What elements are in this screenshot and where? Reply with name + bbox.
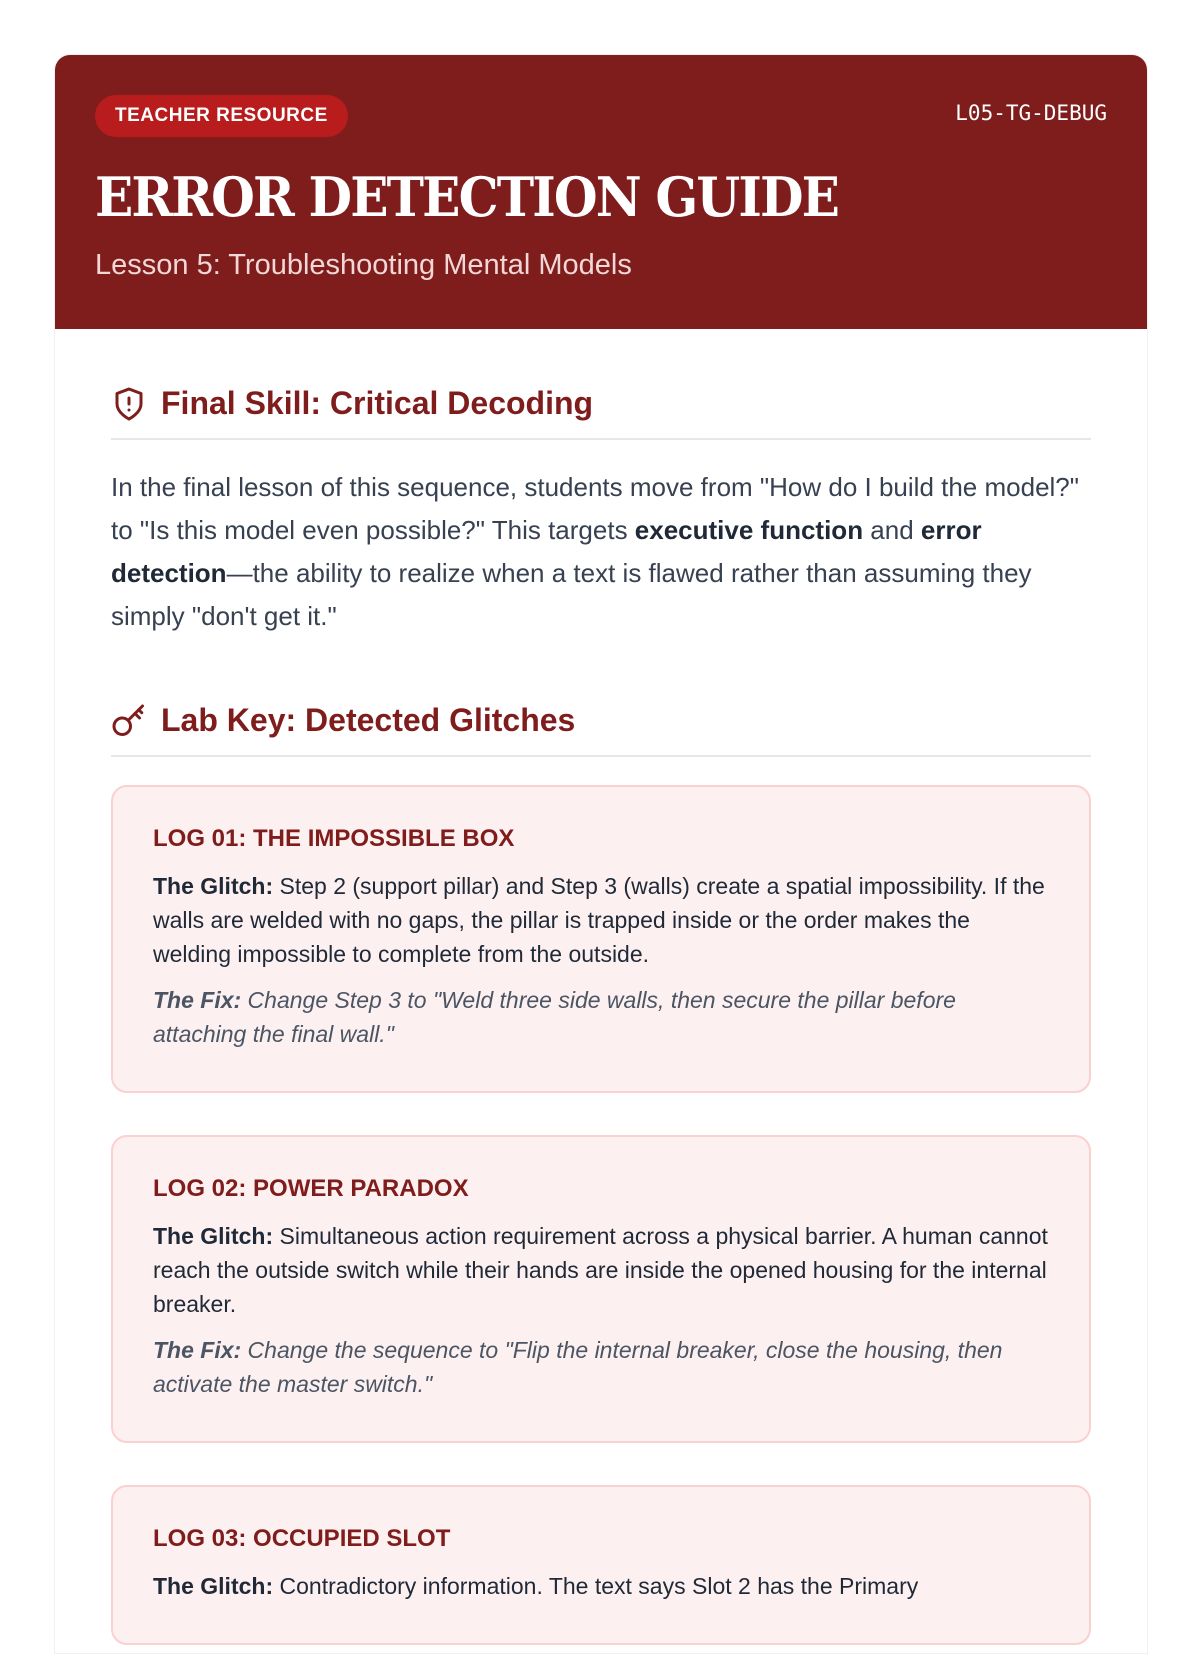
fix-text [153, 983, 1049, 1051]
log-card [111, 1485, 1091, 1645]
text: and [863, 515, 921, 545]
shield-alert-icon [111, 386, 147, 422]
glitch-label: The Glitch: [153, 1573, 274, 1599]
glitch-description: Step 2 (support pillar) and Step 3 (walls) create a spatial impossibility. If the walls are welded with no gaps, the pillar is trapped inside or the order makes the welding impossible to complete from the outside. [153, 873, 1045, 967]
fix-description: Change the sequence to "Flip the internal breaker, close the housing, then activate the master switch." [153, 1337, 1003, 1397]
log-title: LOG 02: POWER PARADOX [153, 1175, 469, 1202]
bold-text: error detection [111, 515, 982, 588]
fix-label: The Fix: [153, 987, 242, 1013]
header [55, 55, 1147, 329]
section-heading: Final Skill: Critical Decoding [161, 385, 594, 421]
section-lab-key [111, 702, 1091, 757]
page-subtitle: Lesson 5: Troubleshooting Mental Models [95, 249, 632, 281]
log-title: LOG 01: THE IMPOSSIBLE BOX [153, 825, 515, 852]
glitch-description: Simultaneous action requirement across a physical barrier. A human cannot reach the outside switch while their hands are inside the opened housing for the internal breaker. [153, 1223, 1048, 1317]
glitch-text [153, 1219, 1049, 1321]
text: —the ability to realize when a text is flawed rather than assuming they simply "don't get it." [111, 558, 1032, 631]
glitch-description: Contradictory information. The text says Slot 2 has the Primary [273, 1573, 919, 1599]
fix-text [153, 1333, 1049, 1401]
glitch-text [153, 869, 1049, 971]
guide-card [54, 54, 1148, 1654]
intro-paragraph [111, 466, 1091, 638]
log-card [111, 785, 1091, 1093]
document-code: L05-TG-DEBUG [955, 101, 1107, 125]
glitch-label: The Glitch: [153, 1223, 274, 1249]
key-icon [111, 703, 147, 739]
log-title: LOG 03: OCCUPIED SLOT [153, 1525, 451, 1552]
log-card [111, 1135, 1091, 1443]
teacher-resource-badge: TEACHER RESOURCE [95, 95, 348, 137]
fix-description: Change Step 3 to "Weld three side walls, then secure the pillar before attaching the final wall." [153, 987, 956, 1047]
bold-text: executive function [634, 515, 864, 545]
glitch-label: The Glitch: [153, 873, 274, 899]
fix-label: The Fix: [153, 1337, 242, 1363]
section-final-skill [111, 385, 1091, 440]
page-title: ERROR DETECTION GUIDE [95, 165, 839, 229]
glitch-text [153, 1569, 1049, 1603]
section-heading: Lab Key: Detected Glitches [161, 702, 576, 738]
text: In the final lesson of this sequence, students move from "How do I build the model?" to "Is this model even possible?" This targets [111, 472, 1079, 545]
